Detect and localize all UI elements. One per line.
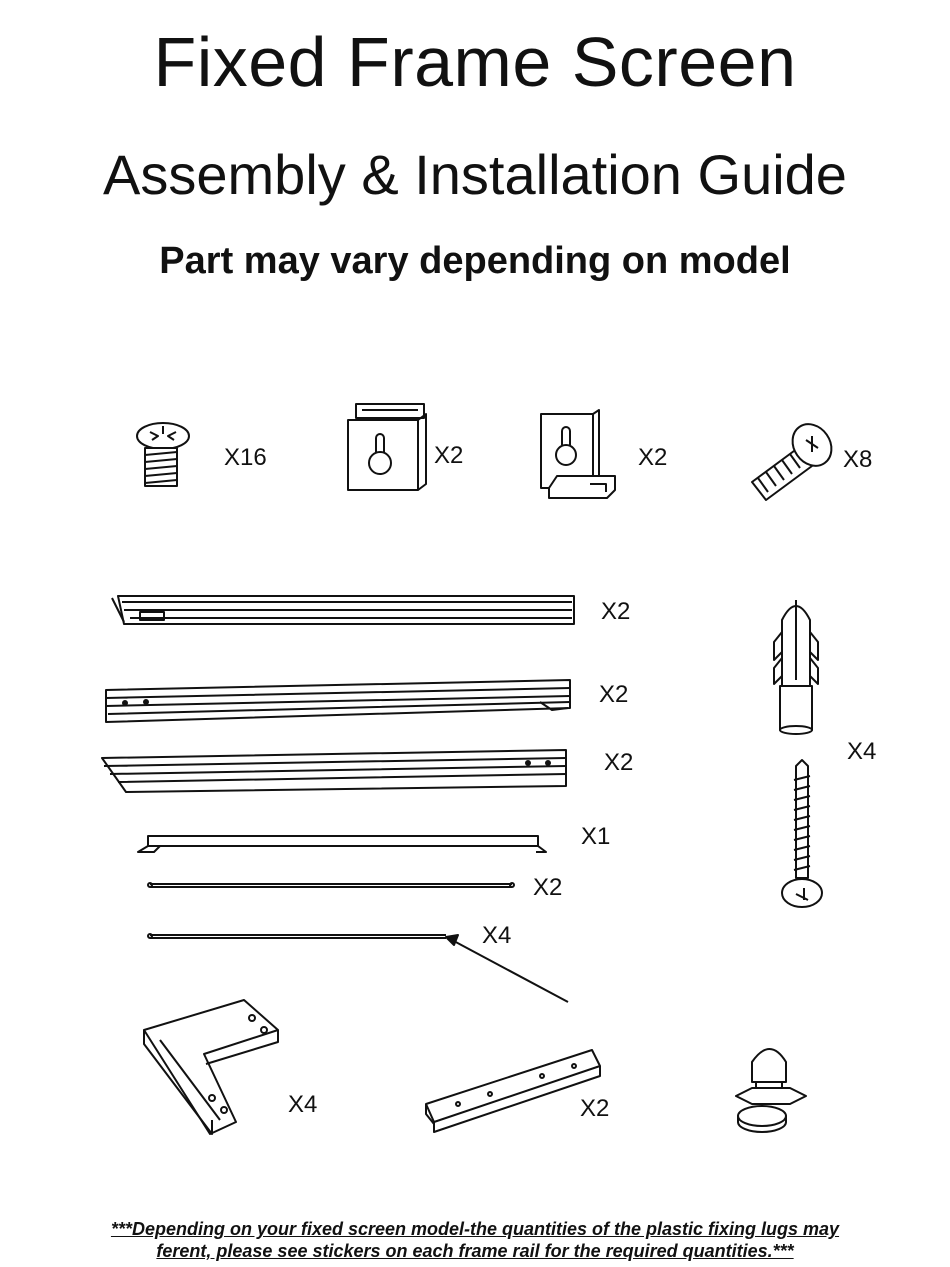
qty-countersunk-screw: X8: [843, 446, 873, 473]
wall-anchor-icon: [774, 600, 818, 734]
qty-keyhole-l-bracket: X2: [638, 444, 668, 471]
qty-rail-1: X2: [601, 598, 631, 625]
rod-icon: [148, 883, 514, 887]
keyhole-bracket-icon: [348, 404, 426, 490]
qty-pin: X4: [482, 922, 512, 949]
qty-anchor-screw: X4: [847, 738, 877, 765]
page-tagline: Part may vary depending on model: [159, 240, 791, 282]
qty-rail-2: X2: [599, 681, 629, 708]
qty-rail-3: X2: [604, 749, 634, 776]
qty-screw-small: X16: [224, 444, 267, 471]
page-title: Fixed Frame Screen: [153, 23, 797, 101]
frame-rail-icon: [102, 750, 566, 792]
qty-joiner: X2: [580, 1095, 610, 1122]
pin-icon: [148, 934, 446, 938]
frame-rail-icon: [112, 596, 574, 624]
corner-bracket-icon: [144, 1000, 278, 1134]
footer-note-line-2: ferent, please see stickers on each frame rail for the required quantities.***: [156, 1241, 794, 1261]
wood-screw-icon: [782, 760, 822, 907]
page-subtitle: Assembly & Installation Guide: [103, 143, 847, 206]
qty-keyhole-bracket: X2: [434, 442, 464, 469]
frame-rail-icon: [106, 680, 570, 722]
keyhole-l-bracket-icon: [541, 410, 615, 498]
pan-head-screw-icon: [137, 423, 189, 486]
qty-rod: X2: [533, 874, 563, 901]
arrow-head-icon: [446, 935, 458, 945]
countersunk-screw-icon: [752, 417, 839, 500]
flat-bar-icon: [138, 836, 546, 852]
footer-note-line-1: ***Depending on your fixed screen model-the quantities of the plastic fixing lugs may: [110, 1219, 840, 1239]
qty-bar: X1: [581, 823, 611, 850]
qty-corner-bracket: X4: [288, 1091, 318, 1118]
joiner-icon: [426, 1050, 600, 1132]
fixing-lug-icon: [736, 1049, 806, 1132]
